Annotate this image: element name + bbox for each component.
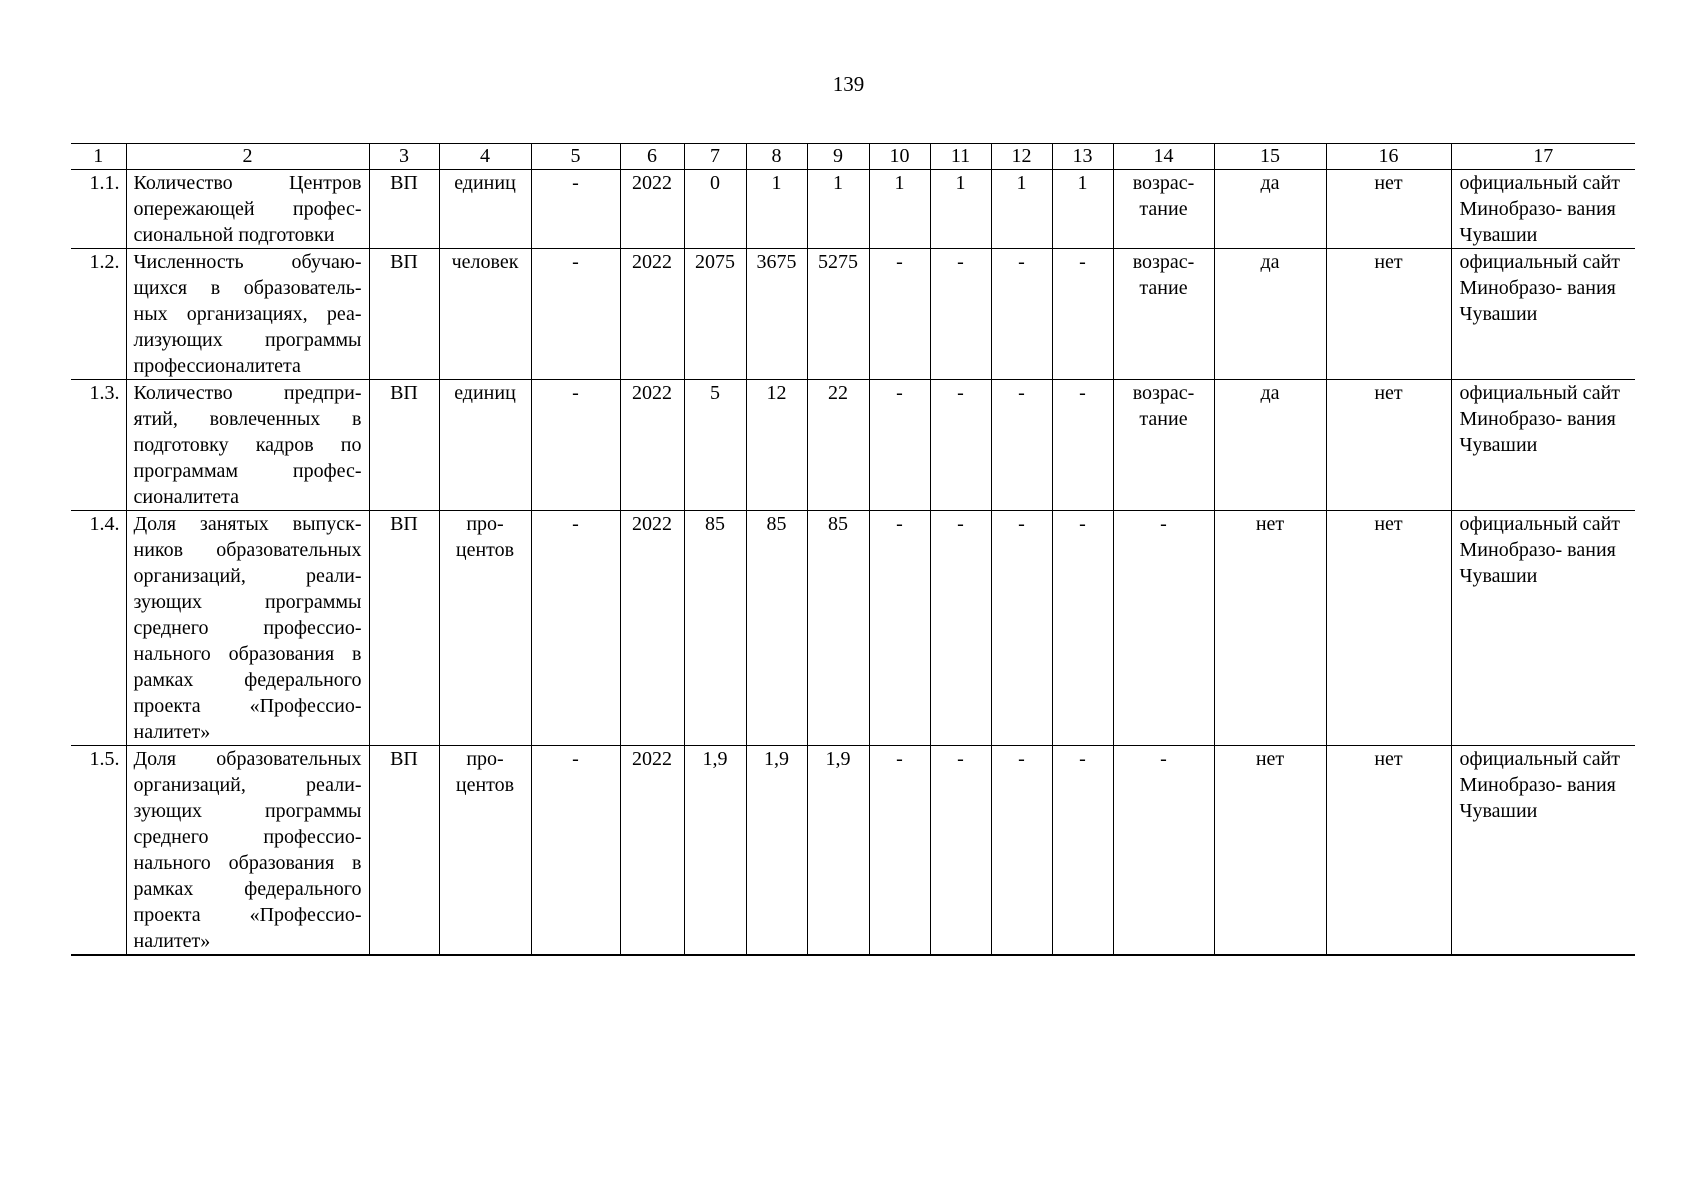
value-col7: 1,9 [684,746,746,956]
value-col13: - [1052,511,1113,746]
cell-col5: - [531,170,620,249]
column-header: 11 [930,144,991,170]
value-col11: - [930,511,991,746]
value-col7: 0 [684,170,746,249]
value-col11: - [930,249,991,380]
column-header: 17 [1451,144,1635,170]
indicator-name: Доля занятых выпуск- ников образовательных организаций, реали- зующих программы среднего профессио- нального образования в рамках федерального проекта «Профессио- налитет» [126,511,369,746]
cell-col16: нет [1326,746,1451,956]
indicator-name: Численность обучаю- щихся в образователь- ных организациях, реа- лизующих программы профессионалитета [126,249,369,380]
data-source: официальный сайт Минобразо- вания Чувашии [1451,170,1635,249]
value-col11: - [930,746,991,956]
table-row [71,746,1635,956]
value-col12: - [991,249,1052,380]
row-number: 1.5. [71,746,126,956]
table-row [71,170,1635,249]
column-header: 7 [684,144,746,170]
column-header: 2 [126,144,369,170]
cell-col16: нет [1326,380,1451,511]
trend: возрас- тание [1113,380,1214,511]
page-number: 139 [832,72,865,96]
value-col12: - [991,380,1052,511]
table-row [71,380,1635,511]
value-col7: 2075 [684,249,746,380]
value-col12: - [991,746,1052,956]
value-col10: - [869,380,930,511]
value-col8: 1,9 [746,746,807,956]
row-number: 1.4. [71,511,126,746]
value-col13: - [1052,380,1113,511]
trend: возрас- тание [1113,249,1214,380]
cell-col16: нет [1326,249,1451,380]
cell-col15: да [1214,249,1326,380]
indicator-name: Количество предпри- ятий, вовлеченных в подготовку кадров по программам профес- сионалитета [126,380,369,511]
column-header: 4 [439,144,531,170]
row-number: 1.1. [71,170,126,249]
column-header: 1 [71,144,126,170]
value-col13: 1 [1052,170,1113,249]
value-col12: - [991,511,1052,746]
row-number: 1.3. [71,380,126,511]
column-header: 3 [369,144,439,170]
value-col10: - [869,249,930,380]
unit: про- центов [439,746,531,956]
value-col10: 1 [869,170,930,249]
column-header: 12 [991,144,1052,170]
table-row [71,511,1635,746]
value-col9: 1 [807,170,869,249]
cell-col15: да [1214,170,1326,249]
value-col7: 5 [684,380,746,511]
cell-col16: нет [1326,170,1451,249]
trend: - [1113,746,1214,956]
value-col8: 85 [746,511,807,746]
indicator-level: ВП [369,380,439,511]
base-year: 2022 [620,380,684,511]
cell-col16: нет [1326,511,1451,746]
column-header: 14 [1113,144,1214,170]
indicator-level: ВП [369,170,439,249]
data-source: официальный сайт Минобразо- вания Чувашии [1451,511,1635,746]
table-header [71,144,1635,170]
value-col11: 1 [930,170,991,249]
value-col10: - [869,746,930,956]
indicator-name: Количество Центров опережающей профес- сиональной подготовки [126,170,369,249]
value-col13: - [1052,249,1113,380]
base-year: 2022 [620,249,684,380]
unit: про- центов [439,511,531,746]
indicator-name: Доля образовательных организаций, реали- зующих программы среднего профессио- нального образования в рамках федерального проекта «Профессио- налитет» [126,746,369,956]
cell-col5: - [531,511,620,746]
cell-col5: - [531,249,620,380]
value-col13: - [1052,746,1113,956]
indicators-table [71,143,1635,956]
indicator-level: ВП [369,249,439,380]
value-col10: - [869,511,930,746]
header-row [71,144,1635,170]
value-col8: 1 [746,170,807,249]
value-col9: 5275 [807,249,869,380]
data-source: официальный сайт Минобразо- вания Чувашии [1451,249,1635,380]
value-col9: 22 [807,380,869,511]
trend: возрас- тание [1113,170,1214,249]
value-col8: 12 [746,380,807,511]
unit: единиц [439,380,531,511]
base-year: 2022 [620,170,684,249]
value-col9: 1,9 [807,746,869,956]
row-number: 1.2. [71,249,126,380]
cell-col5: - [531,380,620,511]
indicator-level: ВП [369,511,439,746]
value-col11: - [930,380,991,511]
column-header: 15 [1214,144,1326,170]
base-year: 2022 [620,746,684,956]
column-header: 8 [746,144,807,170]
value-col12: 1 [991,170,1052,249]
cell-col15: да [1214,380,1326,511]
column-header: 10 [869,144,930,170]
trend: - [1113,511,1214,746]
indicator-level: ВП [369,746,439,956]
cell-col5: - [531,746,620,956]
unit: единиц [439,170,531,249]
cell-col15: нет [1214,511,1326,746]
data-source: официальный сайт Минобразо- вания Чувашии [1451,380,1635,511]
value-col7: 85 [684,511,746,746]
column-header: 9 [807,144,869,170]
value-col8: 3675 [746,249,807,380]
column-header: 5 [531,144,620,170]
unit: человек [439,249,531,380]
value-col9: 85 [807,511,869,746]
table-body [71,170,1635,956]
column-header: 6 [620,144,684,170]
column-header: 16 [1326,144,1451,170]
data-source: официальный сайт Минобразо- вания Чувашии [1451,746,1635,956]
column-header: 13 [1052,144,1113,170]
cell-col15: нет [1214,746,1326,956]
table-row [71,249,1635,380]
base-year: 2022 [620,511,684,746]
